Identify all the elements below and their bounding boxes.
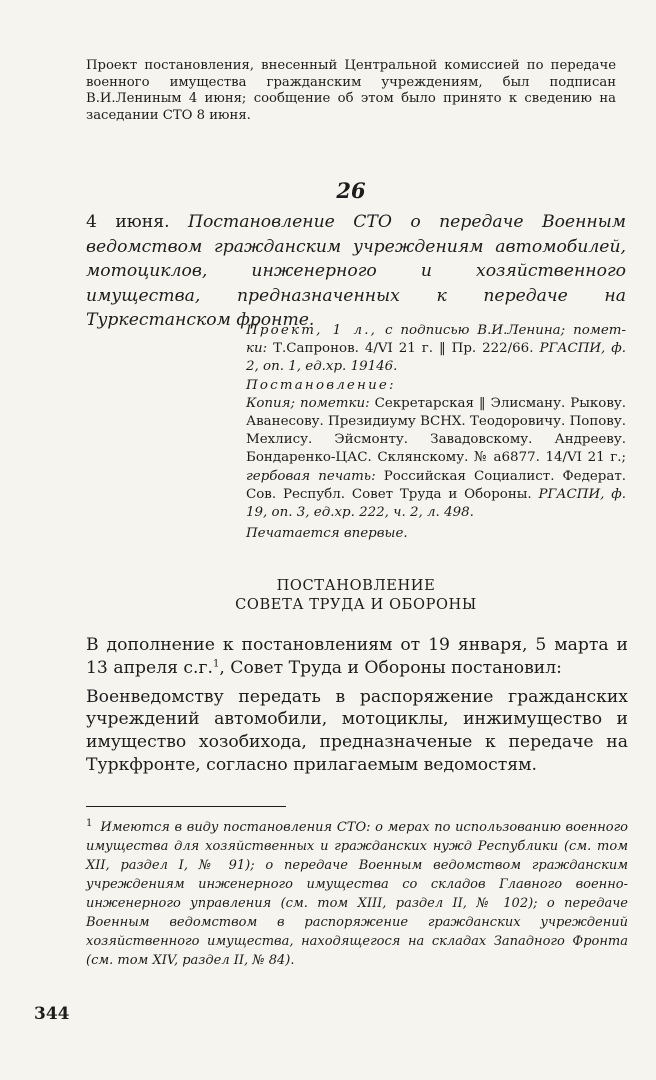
document-heading [86, 210, 626, 333]
para1-after: , Совет Труда и Обороны постановил: [219, 657, 562, 678]
document-number: 26 [336, 178, 366, 203]
footnote-text: Имеются в виду постановления СТО: о мерах по использованию военного имущества для хозяйственных и гражданских нужд Республики (см. том XII, раздел I, № 91); о передаче Военным ведомством гражданским учреждениям инженерного имущества со складов Главного военно-инженерного управления (см. том XIII, раздел II, № 102); о передаче Военным ведомством в распоряжение гражданских учреждений хозяйственного имущества, находящегося на складах Западного Фронта (см. том XIV, раздел II, № 84). [86, 820, 628, 968]
project-note [246, 322, 626, 377]
copy-ref: РГАСПИ, ф. 19, оп. 3, ед.хр. 222, ч. 2, л. 498. [246, 486, 626, 521]
copy-note [246, 395, 626, 522]
postanovlenie-note [246, 377, 626, 395]
copy-marks: Секретарская ‖ Элисману. Рыкову. Аванесову. Президиуму ВСНХ. Теодоровичу. Попову. Мехлису. Эйсмонту. Завадовскому. Андрееву. Бондаренко-ЦАС. Склянскому. № а6877. 14/VI 21 г.; [246, 395, 626, 466]
first-print-note [246, 525, 626, 543]
page-number: 344 [34, 1004, 70, 1024]
postanovlenie-label: Постановление: [246, 377, 396, 393]
project-text-1: с подписью В.И.Ленина; помет- [385, 323, 626, 338]
seal-text: Российская Социалист. Федерат. Сов. Республ. Совет Труда и Обороны. [246, 468, 626, 502]
resolution-body [86, 634, 628, 783]
intro-note: Проект постановления, внесенный Центральной комиссией по передаче военного имущества гражданским учреждениям, был подписан В.И.Лениным 4 июня; сообщение об этом было принято к сведению на заседании СТО 8 июня. [86, 58, 616, 123]
body-paragraph-1 [86, 634, 628, 680]
body-paragraph-2: Военведомству передать в распоряжение гражданских учреждений автомобили, мотоциклы, инжимущество и имущество хозобихода, предназначеные к передаче на Туркфронте, согласно прилагаемым ведомостям. [86, 686, 628, 775]
archive-notes [246, 322, 626, 543]
project-label: Проект, 1 л., [246, 323, 378, 338]
resolution-title [86, 576, 626, 614]
project-marks: Т.Сапронов. 4/VI 21 г. ‖ Пр. 222/66. [273, 341, 534, 357]
project-ref: РГАСПИ, ф. 2, оп. 1, ед.хр. 19146. [246, 341, 627, 375]
footnote-ref: 1 [213, 658, 220, 670]
project-text-2: ки: [246, 341, 268, 357]
heading-date: 4 июня. [86, 212, 170, 232]
footnote-divider [86, 806, 286, 807]
title-line-2: СОВЕТА ТРУДА И ОБОРОНЫ [235, 596, 477, 613]
seal-label: гербовая печать: [246, 468, 376, 484]
heading-text: Постановление СТО о передаче Военным ведомством гражданским учреждениям автомобилей, мотоциклов, инженерного и хозяйственного имущества, предназначенных к передаче на Туркестанском фронте. [86, 212, 626, 331]
title-line-1: ПОСТАНОВЛЕНИЕ [276, 577, 436, 594]
first-print: Печатается впервые. [246, 526, 408, 542]
para1-before: В дополнение к постановлениям от 19 января, 5 марта и 13 апреля с.г. [86, 635, 628, 678]
copy-label: Копия; пометки: [246, 395, 370, 411]
footnote-mark: 1 [86, 817, 93, 829]
footnote [86, 818, 628, 970]
